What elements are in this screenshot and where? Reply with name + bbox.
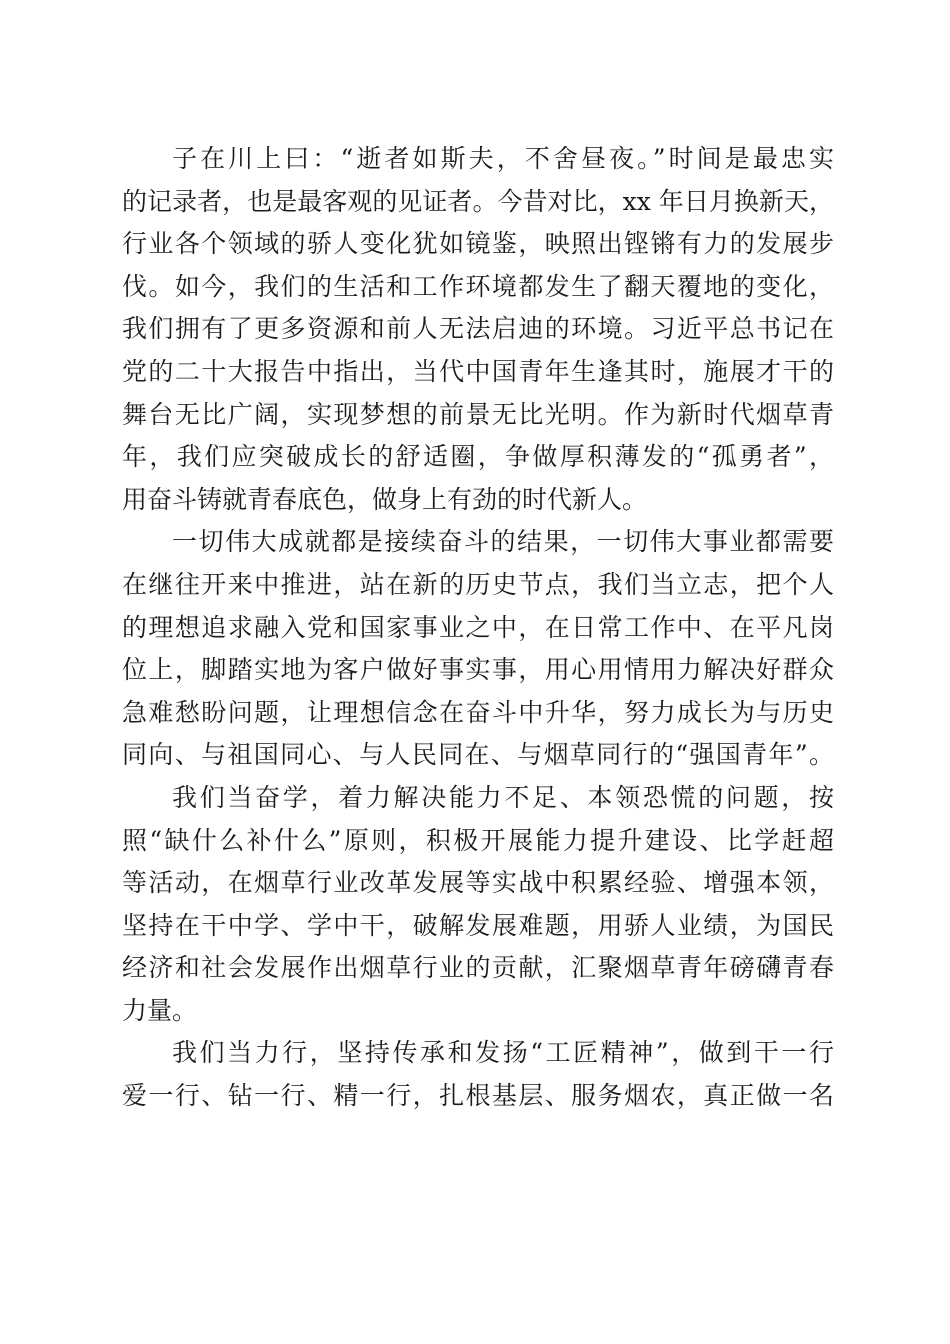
text-line: 我们当力行，坚持传承和发扬“工匠精神”，做到干一行 <box>172 1038 834 1068</box>
text-line: 用奋斗铸就青春底色，做身上有劲的时代新人。 <box>122 484 648 514</box>
text-line: 伐。如今，我们的生活和工作环境都发生了翻天覆地的变化， <box>122 271 834 301</box>
text-line: 行业各个领域的骄人变化犹如镜鉴，映照出铿锵有力的发展步 <box>122 229 834 259</box>
text-line: 爱一行、钻一行、精一行，扎根基层、服务烟农，真正做一名 <box>122 1081 834 1111</box>
text-line: 的理想追求融入党和国家事业之中，在日常工作中、在平凡岗 <box>122 612 834 642</box>
text-line: 我们当奋学，着力解决能力不足、本领恐慌的问题，按 <box>172 782 834 812</box>
text-line: 一切伟大成就都是接续奋斗的结果，一切伟大事业都需要 <box>172 527 834 557</box>
paragraph-2 <box>122 521 834 777</box>
paragraph-4 <box>122 1032 834 1117</box>
text-line: 坚持在干中学、学中干，破解发展难题，用骄人业绩，为国民 <box>122 910 834 940</box>
text-line: 照“缺什么补什么”原则，积极开展能力提升建设、比学赶超 <box>122 825 834 855</box>
text-line: 力量。 <box>122 995 198 1025</box>
text-line: 等活动，在烟草行业改革发展等实战中积累经验、增强本领， <box>122 868 834 898</box>
text-line: 我们拥有了更多资源和前人无法启迪的环境。习近平总书记在 <box>122 314 834 344</box>
text-line: 党的二十大报告中指出，当代中国青年生逢其时，施展才干的 <box>122 356 834 386</box>
text-line: 在继往开来中推进，站在新的历史节点，我们当立志，把个人 <box>122 569 834 599</box>
text-line: 经济和社会发展作出烟草行业的贡献，汇聚烟草青年磅礴青春 <box>122 953 834 983</box>
text-line: 年，我们应突破成长的舒适圈，争做厚积薄发的“孤勇者”， <box>122 442 834 472</box>
paragraph-3 <box>122 777 834 1033</box>
text-line: 子在川上曰：“逝者如斯夫，不舍昼夜。”时间是最忠实 <box>172 144 834 173</box>
text-line: 的记录者，也是最客观的见证者。今昔对比，xx 年日月换新天， <box>122 186 834 216</box>
document-body <box>122 138 834 1118</box>
text-line: 同向、与祖国同心、与人民同在、与烟草同行的“强国青年”。 <box>122 740 834 770</box>
text-line: 舞台无比广阔，实现梦想的前景无比光明。作为新时代烟草青 <box>122 399 834 429</box>
paragraph-1 <box>122 138 834 521</box>
text-line: 位上，脚踏实地为客户做好事实事，用心用情用力解决好群众 <box>122 655 834 685</box>
text-line: 急难愁盼问题，让理想信念在奋斗中升华，努力成长为与历史 <box>122 697 834 727</box>
